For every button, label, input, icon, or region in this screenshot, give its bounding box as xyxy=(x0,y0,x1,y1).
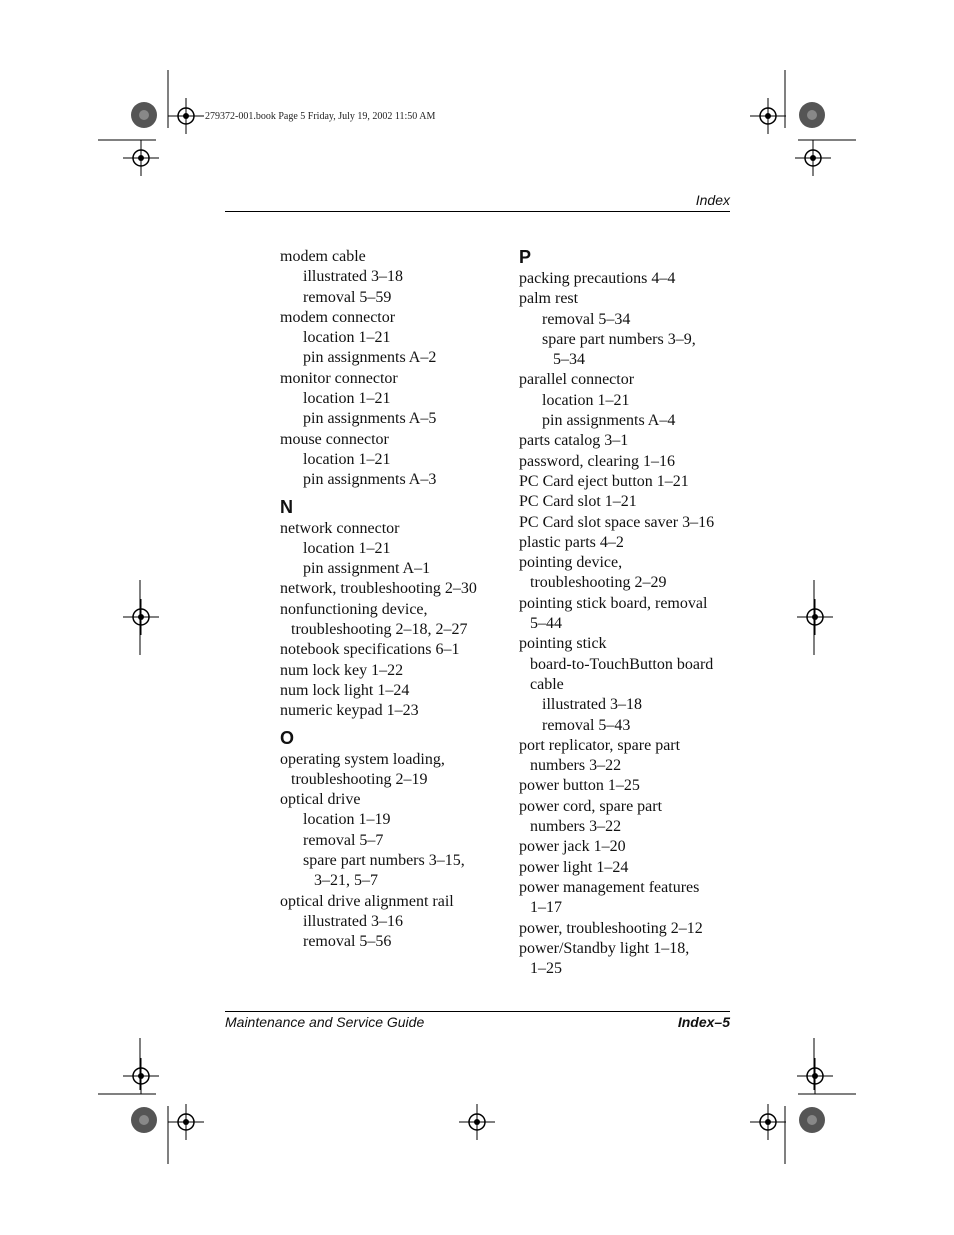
index-entry: power jack 1–20 xyxy=(519,838,626,856)
index-subentry: removal 5–43 xyxy=(542,716,631,734)
index-entry: modem cable xyxy=(280,248,366,265)
print-slug: 279372-001.book Page 5 Friday, July 19, 2002 11:50 AM xyxy=(205,111,436,122)
index-entry: power management features xyxy=(519,878,700,896)
index-subentry: spare part numbers 3–15, xyxy=(303,852,465,870)
index-entry: monitor connector xyxy=(280,369,398,387)
index-subentry: removal 5–59 xyxy=(303,288,392,306)
index-entry: power button 1–25 xyxy=(519,777,640,795)
index-entry-continuation: numbers 3–22 xyxy=(530,818,622,836)
index-subentry: location 1–21 xyxy=(303,450,391,468)
index-entry-continuation: 1–17 xyxy=(530,899,562,917)
index-entry: network, troubleshooting 2–30 xyxy=(280,580,477,598)
index-entry: PC Card slot space saver 3–16 xyxy=(519,513,715,531)
index-entry: parts catalog 3–1 xyxy=(519,432,629,450)
running-header-title: Index xyxy=(695,192,730,208)
index-subentry: location 1–21 xyxy=(303,329,391,347)
index-entry-continuation: 5–34 xyxy=(553,351,585,369)
index-entry: nonfunctioning device, xyxy=(280,600,428,618)
index-subentry: removal 5–7 xyxy=(303,831,384,849)
index-section-letter: P xyxy=(519,247,532,267)
index-section-letter: N xyxy=(280,496,293,517)
index-entry: port replicator, spare part xyxy=(519,736,681,754)
index-entry: PC Card slot 1–21 xyxy=(519,493,637,511)
index-entry-continuation: 3–21, 5–7 xyxy=(314,872,378,890)
index-entry: num lock light 1–24 xyxy=(280,681,410,699)
index-entry: pointing stick board, removal xyxy=(519,594,708,612)
index-entry: power cord, spare part xyxy=(519,797,663,815)
index-entry: mouse connector xyxy=(280,430,389,448)
index-subentry: removal 5–34 xyxy=(542,310,631,328)
index-entry: operating system loading, xyxy=(280,750,445,768)
index-subentry: illustrated 3–16 xyxy=(303,912,403,930)
index-entry: PC Card eject button 1–21 xyxy=(519,472,689,490)
index-entry-continuation: troubleshooting 2–29 xyxy=(530,574,667,592)
index-entry: pointing device, xyxy=(519,554,623,572)
footer-page-number: Index–5 xyxy=(677,1014,730,1030)
index-subentry: pin assignments A–2 xyxy=(303,349,437,367)
index-entry: modem connector xyxy=(280,308,396,326)
index-entry: password, clearing 1–16 xyxy=(519,452,675,470)
index-subentry: pin assignments A–3 xyxy=(303,471,437,489)
index-entry-continuation: board-to-TouchButton board xyxy=(530,655,714,673)
index-subentry: location 1–21 xyxy=(303,390,391,408)
index-entry: palm rest xyxy=(519,290,579,308)
index-subentry: spare part numbers 3–9, xyxy=(542,330,696,348)
index-entry: power/Standby light 1–18, xyxy=(519,939,690,957)
index-entry: plastic parts 4–2 xyxy=(519,533,624,551)
index-entry-continuation: numbers 3–22 xyxy=(530,757,622,775)
index-subentry: pin assignment A–1 xyxy=(303,560,431,578)
index-subentry: pin assignments A–4 xyxy=(542,412,676,430)
index-entry: network connector xyxy=(280,519,400,537)
index-entry: parallel connector xyxy=(519,371,635,389)
index-entry: notebook specifications 6–1 xyxy=(280,641,460,659)
footer-book-title: Maintenance and Service Guide xyxy=(225,1014,425,1030)
index-entry: optical drive alignment rail xyxy=(280,892,454,910)
index-subentry: location 1–21 xyxy=(542,391,630,409)
index-entry-continuation: 1–25 xyxy=(530,960,562,978)
index-subentry: location 1–19 xyxy=(303,811,391,829)
index-subentry: illustrated 3–18 xyxy=(303,268,403,286)
index-section-letter: O xyxy=(280,727,295,748)
index-entry: power, troubleshooting 2–12 xyxy=(519,919,703,937)
index-entry-continuation: troubleshooting 2–18, 2–27 xyxy=(291,621,468,639)
index-entry-continuation: troubleshooting 2–19 xyxy=(291,770,428,788)
index-entry: power light 1–24 xyxy=(519,858,629,876)
index-subentry: illustrated 3–18 xyxy=(542,696,642,714)
index-entry: optical drive xyxy=(280,791,361,809)
index-subentry: removal 5–56 xyxy=(303,933,392,951)
index-entry: num lock key 1–22 xyxy=(280,661,404,679)
index-entry-continuation: cable xyxy=(530,675,564,693)
index-entry: pointing stick xyxy=(519,635,607,653)
index-subentry: location 1–21 xyxy=(303,539,391,557)
index-entry: numeric keypad 1–23 xyxy=(280,702,419,720)
index-subentry: pin assignments A–5 xyxy=(303,410,437,428)
index-entry: packing precautions 4–4 xyxy=(519,270,676,287)
index-entry-continuation: 5–44 xyxy=(530,615,562,633)
